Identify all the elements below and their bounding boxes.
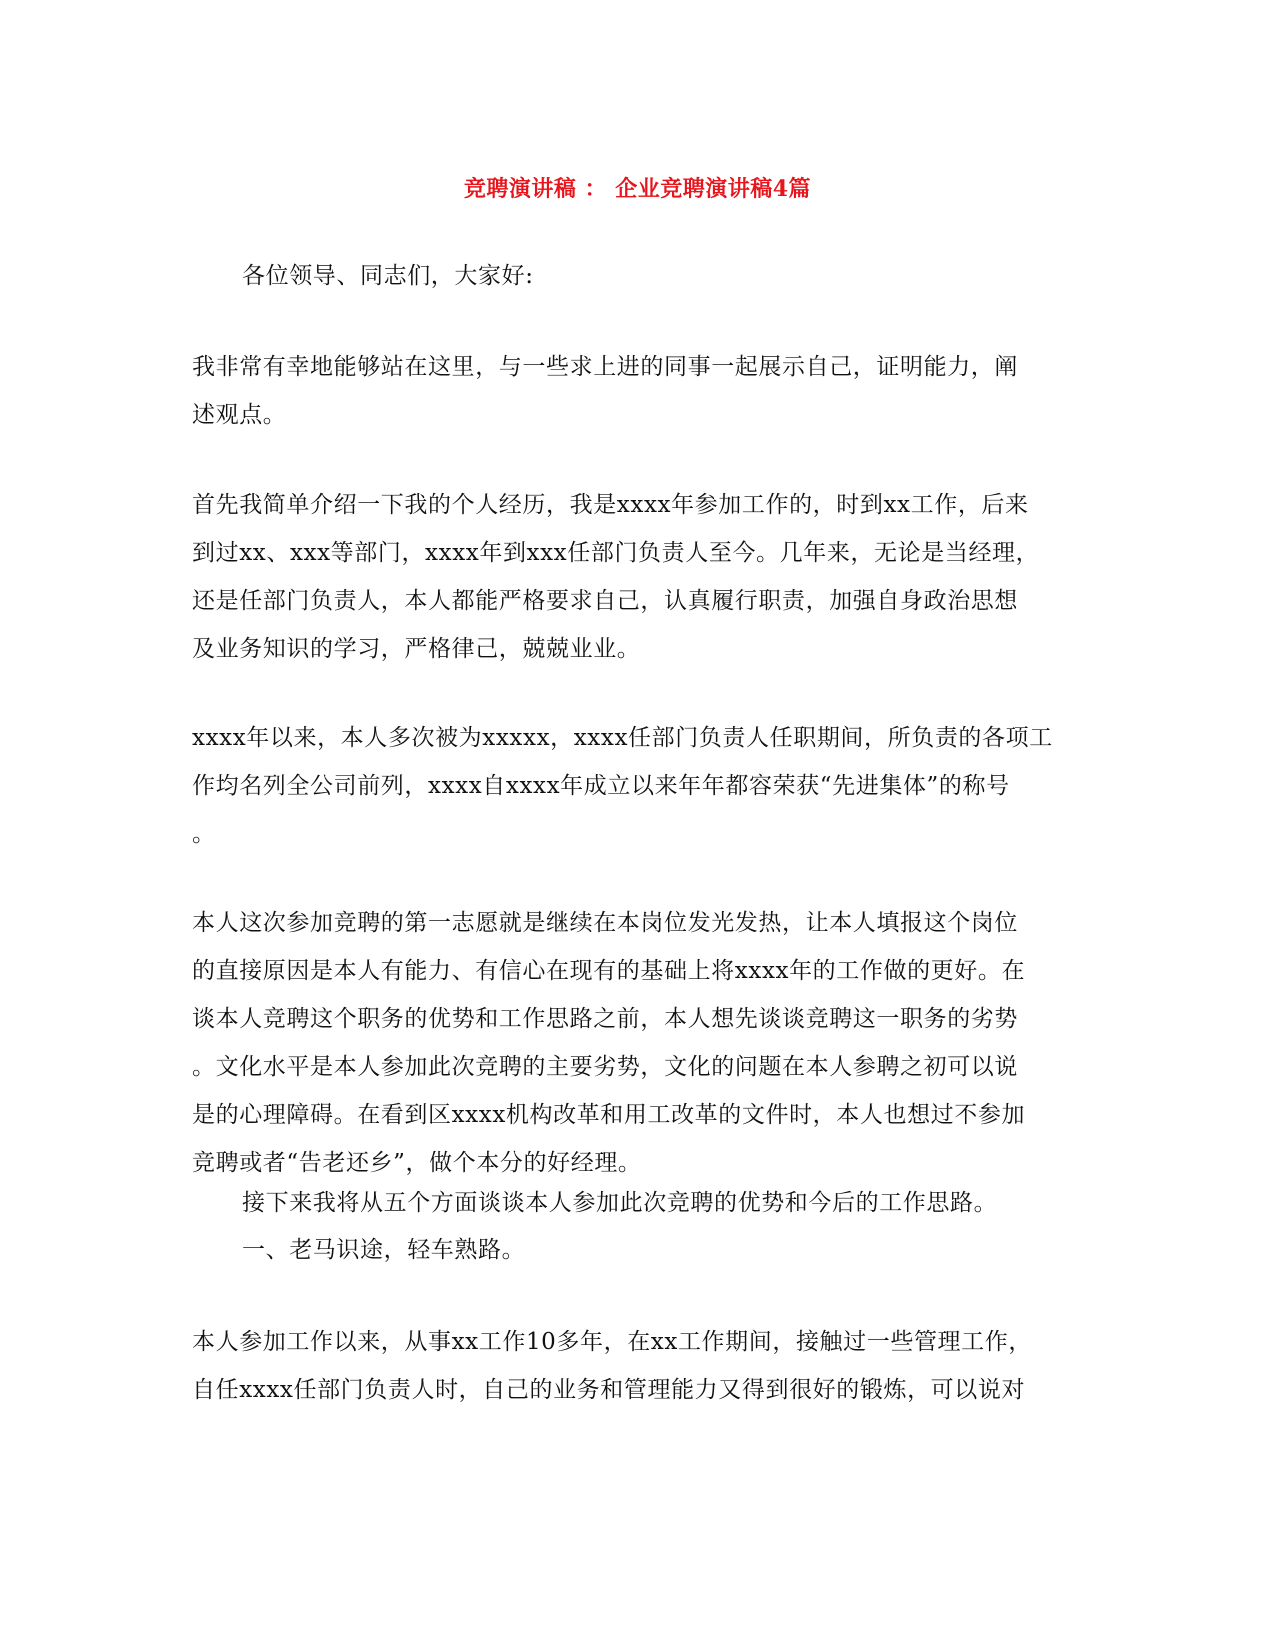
paragraph-line: 的直接原因是本人有能力、有信心在现有的基础上将xxxx年的工作做的更好。在 bbox=[192, 958, 1026, 984]
greeting-paragraph bbox=[192, 252, 1130, 300]
section-heading-line: 一、老马识途，轻车熟路。 bbox=[242, 1237, 526, 1263]
paragraph-2 bbox=[192, 481, 1080, 673]
paragraph-line: 。 bbox=[192, 821, 216, 847]
paragraph-line: 竞聘或者“告老还乡”，做个本分的好经理。 bbox=[192, 1150, 642, 1176]
paragraph-line: 。文化水平是本人参加此次竞聘的主要劣势，文化的问题在本人参聘之初可以说 bbox=[192, 1054, 1018, 1080]
paragraph-line: xxxx年以来，本人多次被为xxxxx，xxxx任部门负责人任职期间，所负责的各项工 bbox=[192, 725, 1053, 751]
paragraph-line: 本人参加工作以来，从事xx工作10多年，在xx工作期间，接触过一些管理工作， bbox=[192, 1329, 1032, 1355]
paragraph-line: 接下来我将从五个方面谈谈本人参加此次竞聘的优势和今后的工作思路。 bbox=[242, 1190, 998, 1216]
paragraph-line: 作均名列全公司前列，xxxx自xxxx年成立以来年年都容荣获“先进集体”的称号 bbox=[192, 773, 1010, 799]
paragraph-line: 到过xx、xxx等部门，xxxx年到xxx任部门负责人至今。几年来，无论是当经理， bbox=[192, 540, 1040, 566]
paragraph-line: 还是任部门负责人，本人都能严格要求自己，认真履行职责，加强自身政治思想 bbox=[192, 588, 1018, 614]
paragraph-1 bbox=[192, 343, 1080, 439]
paragraph-line: 本人这次参加竞聘的第一志愿就是继续在本岗位发光发热，让本人填报这个岗位 bbox=[192, 910, 1018, 936]
document-title: 竞聘演讲稿 ： 企业竞聘演讲稿4篇 bbox=[463, 176, 812, 202]
paragraph-line: 及业务知识的学习，严格律己，兢兢业业。 bbox=[192, 636, 641, 662]
greeting-line: 各位领导、同志们，大家好: bbox=[242, 263, 534, 289]
paragraph-line: 自任xxxx任部门负责人时，自己的业务和管理能力又得到很好的锻炼，可以说对 bbox=[192, 1377, 1026, 1403]
paragraph-line: 首先我简单介绍一下我的个人经历，我是xxxx年参加工作的，时到xx工作，后来 bbox=[192, 492, 1029, 518]
section-heading-1 bbox=[192, 1226, 1130, 1274]
paragraph-line: 我非常有幸地能够站在这里，与一些求上进的同事一起展示自己，证明能力，阐 bbox=[192, 354, 1018, 380]
paragraph-5 bbox=[192, 1179, 1130, 1227]
paragraph-line: 是的心理障碍。在看到区xxxx机构改革和用工改革的文件时，本人也想过不参加 bbox=[192, 1102, 1026, 1128]
paragraph-4 bbox=[192, 899, 1080, 1187]
paragraph-line: 谈本人竞聘这个职务的优势和工作思路之前，本人想先谈谈竞聘这一职务的劣势 bbox=[192, 1006, 1018, 1032]
paragraph-3 bbox=[192, 714, 1080, 858]
paragraph-line: 述观点。 bbox=[192, 402, 287, 428]
paragraph-7 bbox=[192, 1318, 1080, 1414]
